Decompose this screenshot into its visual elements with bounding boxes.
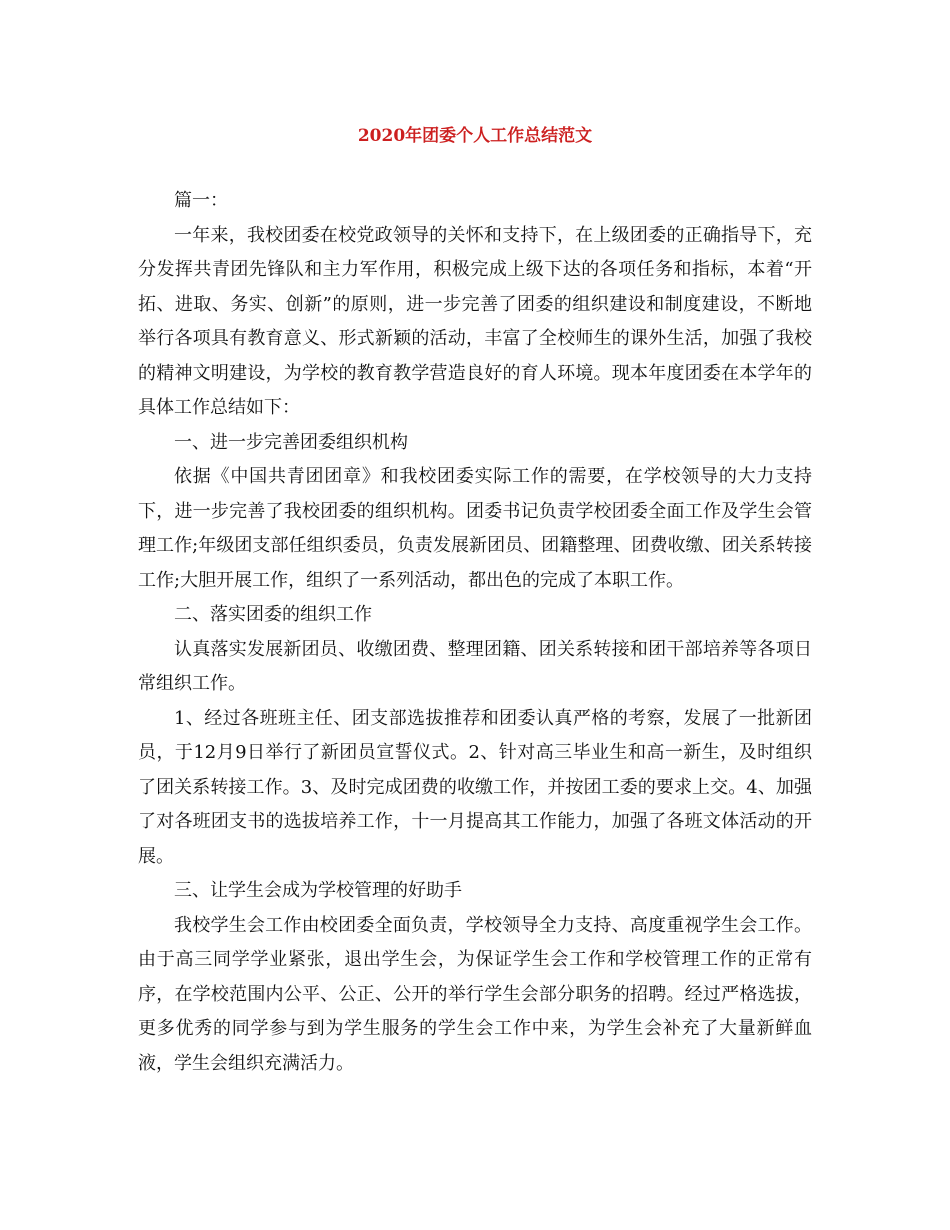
document-title: 2020年团委个人工作总结范文 [357, 126, 593, 146]
paragraph-section-2-items: 1、经过各班班主任、团支部选拔推荐和团委认真严格的考察，发展了一批新团员，于12月9日举行了新团员宣誓仪式。2、针对高三毕业生和高一新生，及时组织了团关系转接工作。3、及时完成团费的收缴工作，并按团工委的要求上交。4、加强了对各班团支书的选拔培养工作，十一月提高其工作能力，加强了各班文体活动的开展。 [138, 707, 812, 867]
heading-section-1: 一、进一步完善团委组织机构 [174, 431, 408, 453]
paragraph-section-2: 认真落实发展新团员、收缴团费、整理团籍、团关系转接和团干部培养等各项日常组织工作。 [138, 638, 812, 694]
paragraph-section-label: 篇一： [174, 190, 228, 211]
paragraph-section-3: 我校学生会工作由校团委全面负责，学校领导全力支持、高度重视学生会工作。由于高三同学学业紧张，退出学生会，为保证学生会工作和学校管理工作的正常有序，在学校范围内公平、公正、公开的举行学生会部分职务的招聘。经过严格选拔，更多优秀的同学参与到为学生服务的学生会工作中来，为学生会补充了大量新鲜血液，学生会组织充满活力。 [138, 914, 812, 1074]
paragraph-intro: 一年来，我校团委在校党政领导的关怀和支持下，在上级团委的正确指导下，充分发挥共青团先锋队和主力军作用，积极完成上级下达的各项任务和指标，本着“开拓、进取、务实、创新”的原则，进一步完善了团委的组织建设和制度建设，不断地举行各项具有教育意义、形式新颖的活动，丰富了全校师生的课外生活，加强了我校的精神文明建设，为学校的教育教学营造良好的育人环境。现本年度团委在本学年的具体工作总结如下： [138, 224, 812, 418]
heading-section-3: 三、让学生会成为学校管理的好助手 [174, 880, 462, 901]
document-body [138, 184, 812, 1081]
heading-section-2: 二、落实团委的组织工作 [174, 604, 372, 625]
paragraph-section-1: 依据《中国共青团团章》和我校团委实际工作的需要，在学校领导的大力支持下，进一步完善了我校团委的组织机构。团委书记负责学校团委全面工作及学生会管理工作;年级团支部任组织委员，负责发展新团员、团籍整理、团费收缴、团关系转接工作;大胆开展工作，组织了一系列活动，都出色的完成了本职工作。 [138, 466, 812, 591]
